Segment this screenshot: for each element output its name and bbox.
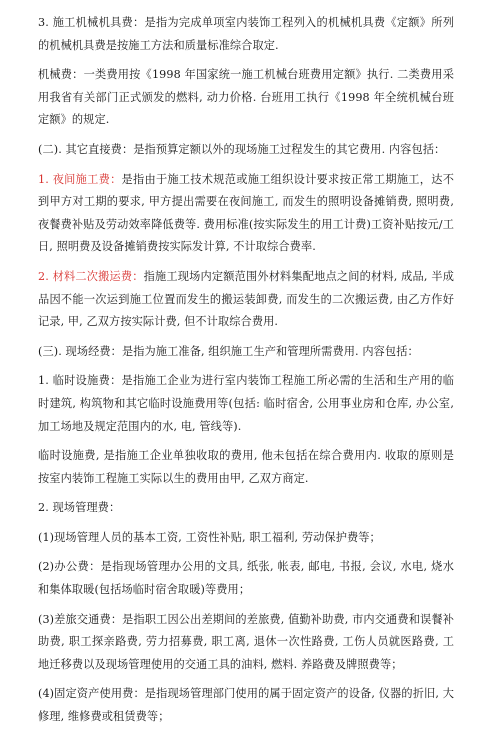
- paragraph-secondary-transport-fee: [38, 266, 454, 334]
- paragraph-text: 是指由于施工技术规范或施工组织设计要求按正常工期施工，达不到甲方对工期的要求, 甲方提出需要在夜间施工, 而发生的照明设备摊销费, 照明费, 夜餐费补贴及劳动效率降低费等. 费用标准(按实际发生的用工计费)工资补贴按元/工日, 照明费及设备摊销费按实际发计算, 不计取综合费率.: [38, 172, 454, 254]
- paragraph-text: (1)现场管理人员的基本工资, 工资性补贴, 职工福利, 劳动保护费等；: [38, 530, 381, 544]
- paragraph-text: 2. 现场管理费：: [38, 501, 121, 515]
- paragraph-text: 指施工现场内定额范围外材料集配地点之间的材料, 成品, 半成品因不能一次运到施工位置而发生的搬运装卸费, 而发生的二次搬运费, 由乙方作好记录, 甲, 乙双方按实际计费, 但不计取综合费用.: [38, 269, 454, 329]
- section-other-direct-costs: [38, 139, 454, 162]
- paragraph-text: 机械费：一类费用按《1998 年国家统一施工机械台班费用定额》执行. 二类费用采用我省有关部门正式颁发的燃料, 动力价格. 台班用工执行《1998 年全统机械台班定额》的规定.: [38, 68, 454, 127]
- paragraph-temporary-facilities-note: [38, 445, 454, 490]
- paragraph-text: (2)办公费：是指现场管理办公用的文具, 纸张, 帐表, 邮电, 书报, 会议, 水电, 烧水和集体取暖(包括场临时宿舍取暖)等费用；: [38, 560, 454, 597]
- paragraph-lead: 2. 材料二次搬运费：: [38, 269, 144, 283]
- paragraph-office-expenses: [38, 556, 454, 601]
- section-site-expenses: [38, 341, 454, 364]
- paragraph-temporary-facilities-fee: [38, 370, 454, 438]
- paragraph-machinery-cost: [38, 12, 454, 57]
- paragraph-text: (三). 现场经费：是指为施工准备, 组织施工生产和管理所需费用. 内容包括：: [38, 344, 419, 358]
- paragraph-machine-fee: [38, 64, 454, 132]
- paragraph-staff-wages: [38, 527, 454, 550]
- paragraph-fixed-asset-fee: [38, 683, 454, 728]
- paragraph-text: (4)固定资产使用费：是指现场管理部门使用的属于固定资产的设备, 仪器的折旧, 大修理, 维修费或租赁费等；: [38, 687, 454, 724]
- heading-site-management-fee: [38, 497, 454, 520]
- paragraph-text: (二). 其它直接费：是指预算定额以外的现场施工过程发生的其它费用. 内容包括：: [38, 142, 446, 156]
- paragraph-text: 3. 施工机械机具费：是指为完成单项室内装饰工程列入的机械机具费《定额》所列的机械机具费是按施工方法和质量标准综合取定.: [38, 16, 454, 52]
- paragraph-text: (3)差旅交通费：是指职工因公出差期间的差旅费, 值勤补助费, 市内交通费和误餐补助费, 职工探亲路费, 劳力招募费, 职工离, 退休一次性路费, 工伤人员就医路费, 工地迁移费以及现场管理使用的交通工具的油料, 燃料. 养路费及牌照费等；: [38, 612, 454, 671]
- paragraph-text: 临时设施费, 是指施工企业单独收取的费用, 他未包括在综合费用内. 收取的原则是按室内装饰工程施工实际以生的费用由甲, 乙双方商定.: [38, 449, 454, 485]
- paragraph-text: 1. 临时设施费：是指施工企业为进行室内装饰工程施工所必需的生活和生产用的临时建筑, 构筑物和其它临时设施费用等(包括: 临时宿舍, 公用事业房和仓库, 办公室, 加工场地及规定范围内的水, 电, 管线等).: [38, 374, 454, 433]
- paragraph-travel-expenses: [38, 609, 454, 677]
- paragraph-lead: 1. 夜间施工费：: [38, 172, 122, 186]
- paragraph-night-work-fee: [38, 169, 454, 259]
